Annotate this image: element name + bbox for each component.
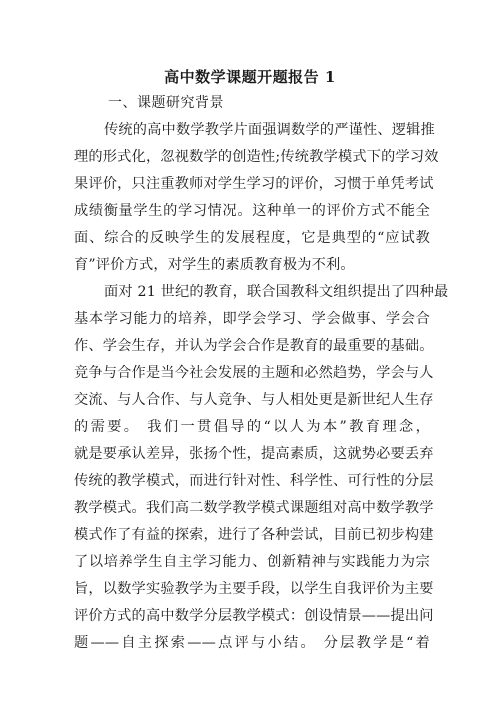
paragraph-line: 了以培养学生自主学习能力、创新精神与实践能力为宗 xyxy=(74,554,430,570)
section-heading: 一、课题研究背景 xyxy=(108,95,224,111)
paragraph-line: 教学模式。我们高二数学教学模式课题组对高中数学教学 xyxy=(74,500,434,516)
document-title: 高中数学课题开题报告 1 xyxy=(164,68,336,86)
paragraph-line: 竞争与合作是当今社会发展的主题和必然趋势，学会与人 xyxy=(74,365,434,381)
paragraph-line: 的需要。 我们一贯倡导的“以人为本”教育理念， xyxy=(74,419,430,435)
paragraph-line: 作、学会生存，并认为学会合作是教育的最重要的基础。 xyxy=(74,338,434,354)
paragraph-line: 交流、与人合作、与人竞争、与人相处更是新世纪人生存 xyxy=(74,392,434,408)
paragraph-line: 理的形式化，忽视数学的创造性;传统教学模式下的学习效 xyxy=(74,149,439,165)
paragraph-line: 题——自主探索——点评与小结。 分层教学是“着 xyxy=(74,635,430,651)
paragraph-line: 传统的教学模式，而进行针对性、科学性、可行性的分层 xyxy=(74,473,434,489)
paragraph-line: 面、综合的反映学生的发展程度，它是典型的“应试教 xyxy=(74,230,430,246)
paragraph-line: 果评价，只注重教师对学生学习的评价，习惯于单凭考试 xyxy=(74,176,434,192)
paragraph-line: 育”评价方式，对学生的素质教育极为不利。 xyxy=(74,257,355,273)
paragraph-line: 面对 21 世纪的教育，联合国教科文组织提出了四种最 xyxy=(104,284,449,300)
paragraph-line: 模式作了有益的探索，进行了各种尝试，目前已初步构建 xyxy=(74,527,434,543)
paragraph-line: 传统的高中数学教学片面强调数学的严谨性、逻辑推 xyxy=(104,122,435,138)
paragraph-line: 就是要承认差异，张扬个性，提高素质，这就势必要丢弃 xyxy=(74,446,434,462)
paragraph-line: 成绩衡量学生的学习情况。这种单一的评价方式不能全 xyxy=(74,203,430,219)
paragraph-line: 评价方式的高中数学分层教学模式：创设情景——提出问 xyxy=(74,608,434,624)
paragraph-line: 基本学习能力的培养，即学会学习、学会做事、学会合 xyxy=(74,311,430,327)
paragraph-line: 旨，以数学实验教学为主要手段，以学生自我评价为主要 xyxy=(74,581,434,597)
